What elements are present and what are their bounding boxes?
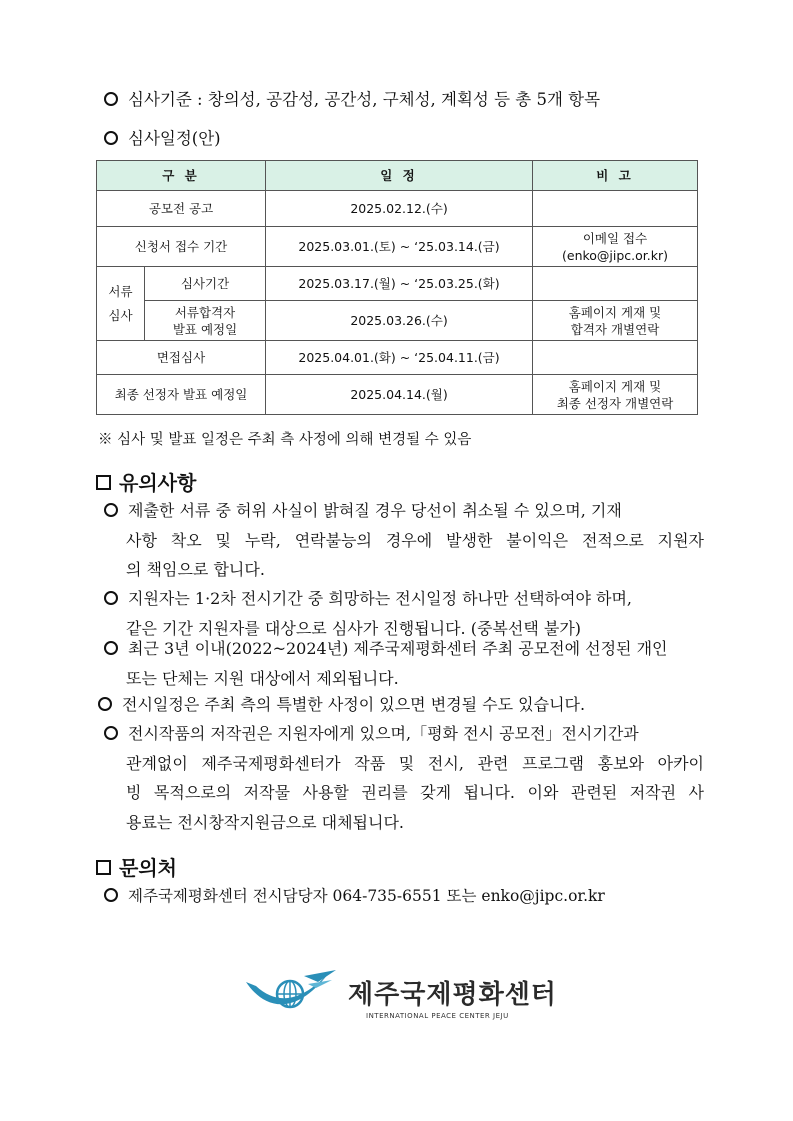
table-row: 면접심사 2025.04.01.(화) ~ ‘25.04.11.(금) bbox=[97, 341, 698, 375]
square-bullet-icon bbox=[96, 860, 111, 875]
header-remarks: 비 고 bbox=[533, 161, 698, 191]
contact-heading: 문의처 bbox=[96, 852, 177, 881]
criteria-line: 심사기준 : 창의성, 공감성, 공간성, 구체성, 계획성 등 총 5개 항목 bbox=[104, 86, 600, 110]
organization-logo bbox=[244, 968, 557, 1028]
schedule-title: 심사일정(안) bbox=[104, 125, 221, 149]
square-bullet-icon bbox=[96, 475, 111, 490]
cautions-heading: 유의사항 bbox=[96, 467, 196, 496]
circle-bullet-icon bbox=[104, 503, 118, 517]
caution-item: 최근 3년 이내(2022~2024년) 제주국제평화센터 주최 공모전에 선정된 개인 또는 단체는 지원 대상에서 제외됩니다. bbox=[104, 634, 704, 693]
table-row: 서류 심사 심사기간 2025.03.17.(월) ~ ‘25.03.25.(화) bbox=[97, 267, 698, 301]
logo-english-name: INTERNATIONAL PEACE CENTER JEJU bbox=[366, 1012, 509, 1020]
circle-bullet-icon bbox=[98, 697, 112, 711]
table-row: 서류합격자 발표 예정일 2025.03.26.(수) 홈페이지 게재 및 합격자 개별연락 bbox=[97, 301, 698, 341]
caution-item: 제출한 서류 중 허위 사실이 밝혀질 경우 당선이 취소될 수 있으며, 기재 사항 착오 및 누락, 연락불능의 경우에 발생한 불이익은 전적으로 지원자 의 책임으로 합니다. bbox=[104, 496, 704, 585]
logo-korean-name: 제주국제평화센터 bbox=[348, 980, 557, 1010]
circle-bullet-icon bbox=[104, 888, 118, 902]
circle-bullet-icon bbox=[104, 726, 118, 740]
table-row: 신청서 접수 기간 2025.03.01.(토) ~ ‘25.03.14.(금) 이메일 접수 (enko@jipc.or.kr) bbox=[97, 227, 698, 267]
caution-item: 지원자는 1·2차 전시기간 중 희망하는 전시일정 하나만 선택하여야 하며, 같은 기간 지원자를 대상으로 심사가 진행됩니다. (중복선택 불가) bbox=[104, 584, 704, 643]
caution-item: 전시작품의 저작권은 지원자에게 있으며,「평화 전시 공모전」전시기간과 관계없이 제주국제평화센터가 작품 및 전시, 관련 프로그램 홍보와 아카이 빙 목적으로의 저작물 사용할 권리를 갖게 됩니다. 이와 관련된 저작권 사 용료는 전시창작지원금으로 대체됩니다. bbox=[104, 719, 704, 837]
table-row: 최종 선정자 발표 예정일 2025.04.14.(월) 홈페이지 게재 및 최종 선정자 개별연락 bbox=[97, 375, 698, 415]
circle-bullet-icon bbox=[104, 92, 118, 106]
circle-bullet-icon bbox=[104, 641, 118, 655]
schedule-table bbox=[96, 160, 698, 415]
table-row: 공모전 공고 2025.02.12.(수) bbox=[97, 191, 698, 227]
peace-globe-logo-icon bbox=[244, 968, 340, 1026]
header-category: 구 분 bbox=[97, 161, 266, 191]
header-schedule: 일 정 bbox=[266, 161, 533, 191]
circle-bullet-icon bbox=[104, 131, 118, 145]
caution-item: 전시일정은 주최 측의 특별한 사정이 있으면 변경될 수도 있습니다. bbox=[98, 690, 698, 720]
doc-review-group: 서류 심사 bbox=[97, 267, 145, 341]
circle-bullet-icon bbox=[104, 591, 118, 605]
contact-line: 제주국제평화센터 전시담당자 064-735-6551 또는 enko@jipc.or.kr bbox=[104, 884, 605, 906]
table-note: ※ 심사 및 발표 일정은 주최 측 사정에 의해 변경될 수 있음 bbox=[98, 432, 472, 448]
table-header-row bbox=[97, 161, 698, 191]
